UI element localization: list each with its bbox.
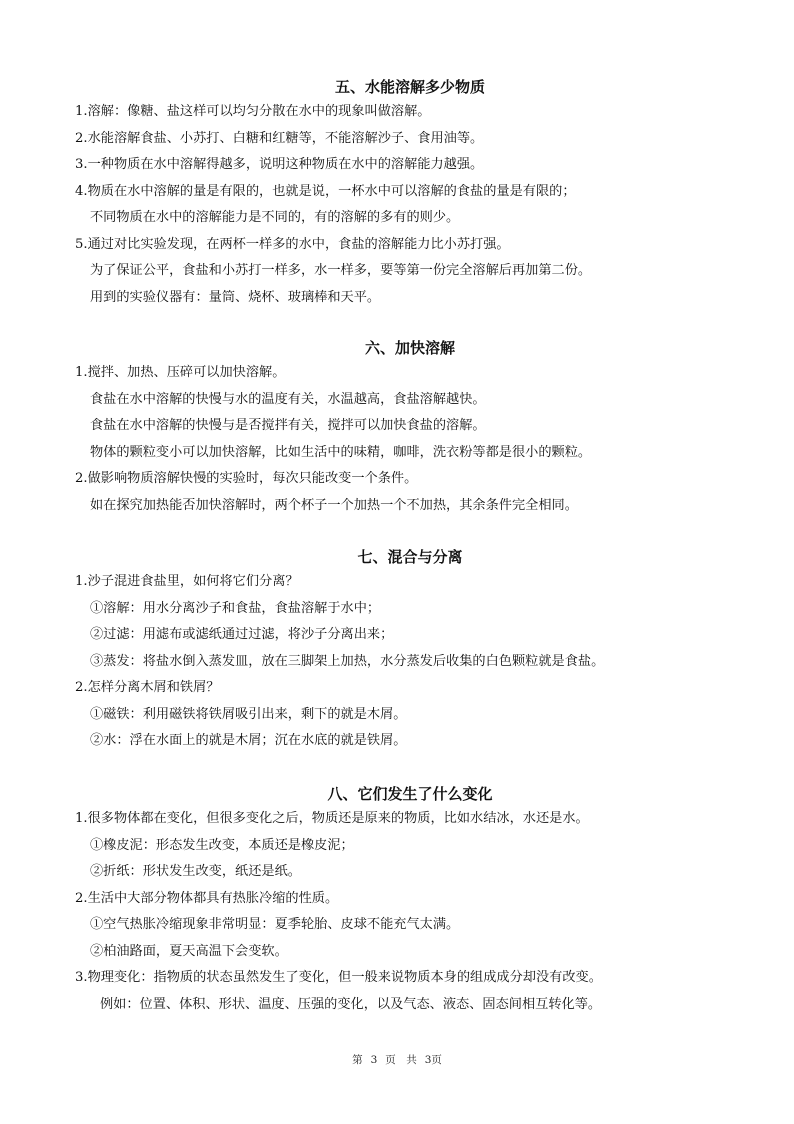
sub-point: 用到的实验仪器有：量筒、烧杯、玻璃棒和天平。 [90, 289, 381, 305]
sub-point: 为了保证公平，食盐和小苏打一样多，水一样多，要等第一份完全溶解后再加第二份。 [90, 263, 592, 278]
footer-prefix: 第 [352, 1054, 363, 1066]
footer-total-pages: 3页 [424, 1054, 442, 1066]
sub-point: 例如：位置、体积、形状、温度、压强的变化，以及气态、液态、固态间相互转化等。 [100, 996, 602, 1012]
sub-point: ①橡皮泥：形态发生改变，本质还是橡皮泥； [90, 837, 354, 853]
sub-point: 物体的颗粒变小可以加快溶解，比如生活中的味精，咖啡，洗衣粉等都是很小的颗粒。 [90, 444, 592, 460]
sub-point: ②水：浮在水面上的就是木屑；沉在水底的就是铁屑。 [90, 733, 407, 748]
footer-page-number: 3 [370, 1054, 378, 1066]
section-title: 八、它们发生了什么变化 [327, 785, 493, 803]
sub-point: ②柏油路面，夏天高温下会变软。 [90, 943, 288, 959]
numbered-point: 5.通过对比实验发现，在两杯一样多的水中，食盐的溶解能力比小苏打强。 [75, 236, 510, 252]
numbered-point: 3.一种物质在水中溶解得越多，说明这种物质在水中的溶解能力越强。 [75, 157, 484, 172]
section-mixing-and-separating [70, 545, 730, 755]
sub-point: ①空气热胀冷缩现象非常明显：夏季轮胎、皮球不能充气太满。 [90, 917, 460, 932]
section-speed-up-dissolving [70, 336, 730, 519]
numbered-point: 1.沙子混进食盐里，如何将它们分离？ [75, 574, 299, 589]
section-title: 六、加快溶解 [364, 339, 455, 357]
section-title: 七、混合与分离 [357, 548, 463, 566]
numbered-point: 4.物质在水中溶解的量是有限的，也就是说，一杯水中可以溶解的食盐的量是有限的； [75, 183, 576, 199]
sub-point: 不同物质在水中的溶解能力是不同的，有的溶解的多有的则少。 [90, 210, 460, 225]
page-footer [0, 1052, 794, 1067]
numbered-point: 1.溶解：像糖、盐这样可以均匀分散在水中的现象叫做溶解。 [75, 104, 431, 119]
section-title: 五、水能溶解多少物质 [334, 78, 485, 96]
sub-point: 如在探究加热能否加快溶解时，两个杯子一个加热一个不加热，其余条件完全相同。 [90, 497, 578, 513]
footer-middle: 页 共 [385, 1054, 417, 1066]
numbered-point: 1.很多物体都在变化，但很多变化之后，物质还是原来的物质，比如水结冰，水还是水。 [75, 811, 589, 826]
numbered-point: 1.搅拌、加热、压碎可以加快溶解。 [75, 365, 286, 380]
numbered-point: 3.物理变化：指物质的状态虽然发生了变化，但一般来说物质本身的组成成分却没有改变。 [75, 970, 602, 985]
sub-point: 食盐在水中溶解的快慢与是否搅拌有关，搅拌可以加快食盐的溶解。 [90, 418, 486, 433]
sub-point: ①溶解：用水分离沙子和食盐，食盐溶解于水中； [90, 600, 381, 616]
numbered-point: 2.水能溶解食盐、小苏打、白糖和红糖等，不能溶解沙子、食用油等。 [75, 130, 484, 146]
sub-point: 食盐在水中溶解的快慢与水的温度有关，水温越高，食盐溶解越快。 [90, 391, 486, 407]
section-what-changes [70, 782, 730, 1018]
sub-point: ③蒸发：将盐水倒入蒸发皿，放在三脚架上加热，水分蒸发后收集的白色颗粒就是食盐。 [90, 653, 605, 669]
numbered-point: 2.怎样分离木屑和铁屑？ [75, 680, 220, 695]
numbered-point: 2.生活中大部分物体都具有热胀冷缩的性质。 [75, 890, 339, 906]
sub-point: ②折纸：形状发生改变，纸还是纸。 [90, 864, 301, 879]
sub-point: ①磁铁：利用磁铁将铁屑吸引出来，剩下的就是木屑。 [90, 706, 407, 722]
section-dissolving-capacity [70, 75, 730, 311]
sub-point: ②过滤：用滤布或滤纸通过过滤，将沙子分离出来； [90, 627, 394, 642]
numbered-point: 2.做影响物质溶解快慢的实验时，每次只能改变一个条件。 [75, 471, 418, 486]
